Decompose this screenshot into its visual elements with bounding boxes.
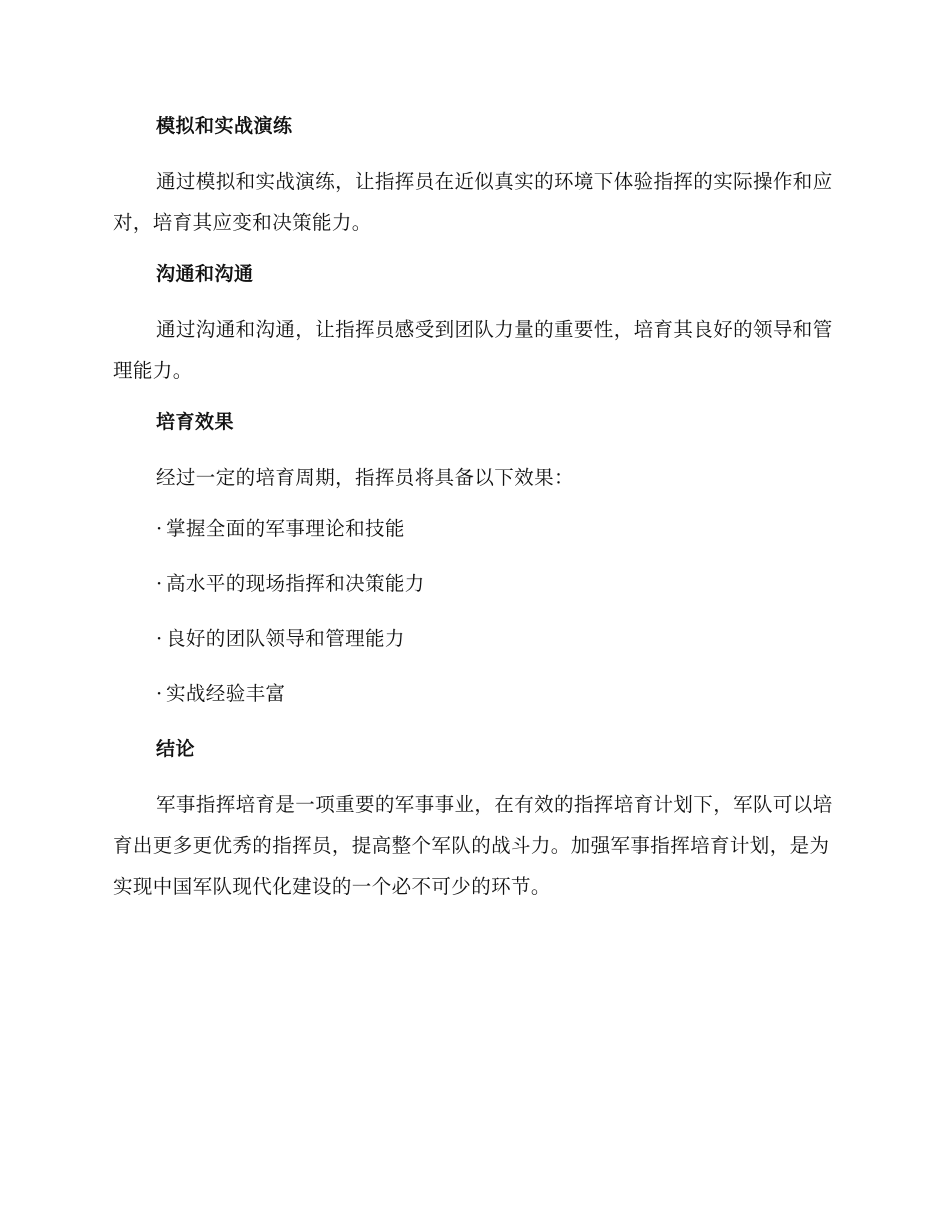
list-item-text: 实战经验丰富 [166, 682, 286, 705]
section-paragraph-conclusion: 军事指挥培育是一项重要的军事事业，在有效的指挥培育计划下，军队可以培育出更多更优秀的指挥员，提高整个军队的战斗力。加强军事指挥培育计划，是为实现中国军队现代化建设的一个必不可少的环节。 [113, 793, 833, 898]
list-item [113, 567, 833, 601]
section-paragraph-effects: 经过一定的培育周期，指挥员将具备以下效果： [156, 466, 574, 489]
bullet-marker: · [156, 682, 163, 705]
section-heading-communication: 沟通和沟通 [156, 263, 254, 285]
list-item-text: 良好的团队领导和管理能力 [166, 627, 405, 650]
section-paragraph-simulation: 通过模拟和实战演练，让指挥员在近似真实的环境下体验指挥的实际操作和应对，培育其应变和决策能力。 [113, 170, 833, 234]
section-heading-simulation: 模拟和实战演练 [156, 115, 293, 137]
section-heading-conclusion: 结论 [156, 738, 196, 760]
list-item [113, 677, 833, 711]
section-heading-effects: 培育效果 [156, 411, 235, 433]
list-item-text: 高水平的现场指挥和决策能力 [166, 572, 425, 595]
bullet-marker: · [156, 627, 163, 650]
list-item [113, 512, 833, 546]
bullet-marker: · [156, 572, 163, 595]
list-item [113, 622, 833, 656]
bullet-marker: · [156, 517, 163, 540]
section-paragraph-communication: 通过沟通和沟通，让指挥员感受到团队力量的重要性，培育其良好的领导和管理能力。 [113, 318, 833, 382]
list-item-text: 掌握全面的军事理论和技能 [166, 517, 405, 540]
document-page [113, 109, 833, 921]
